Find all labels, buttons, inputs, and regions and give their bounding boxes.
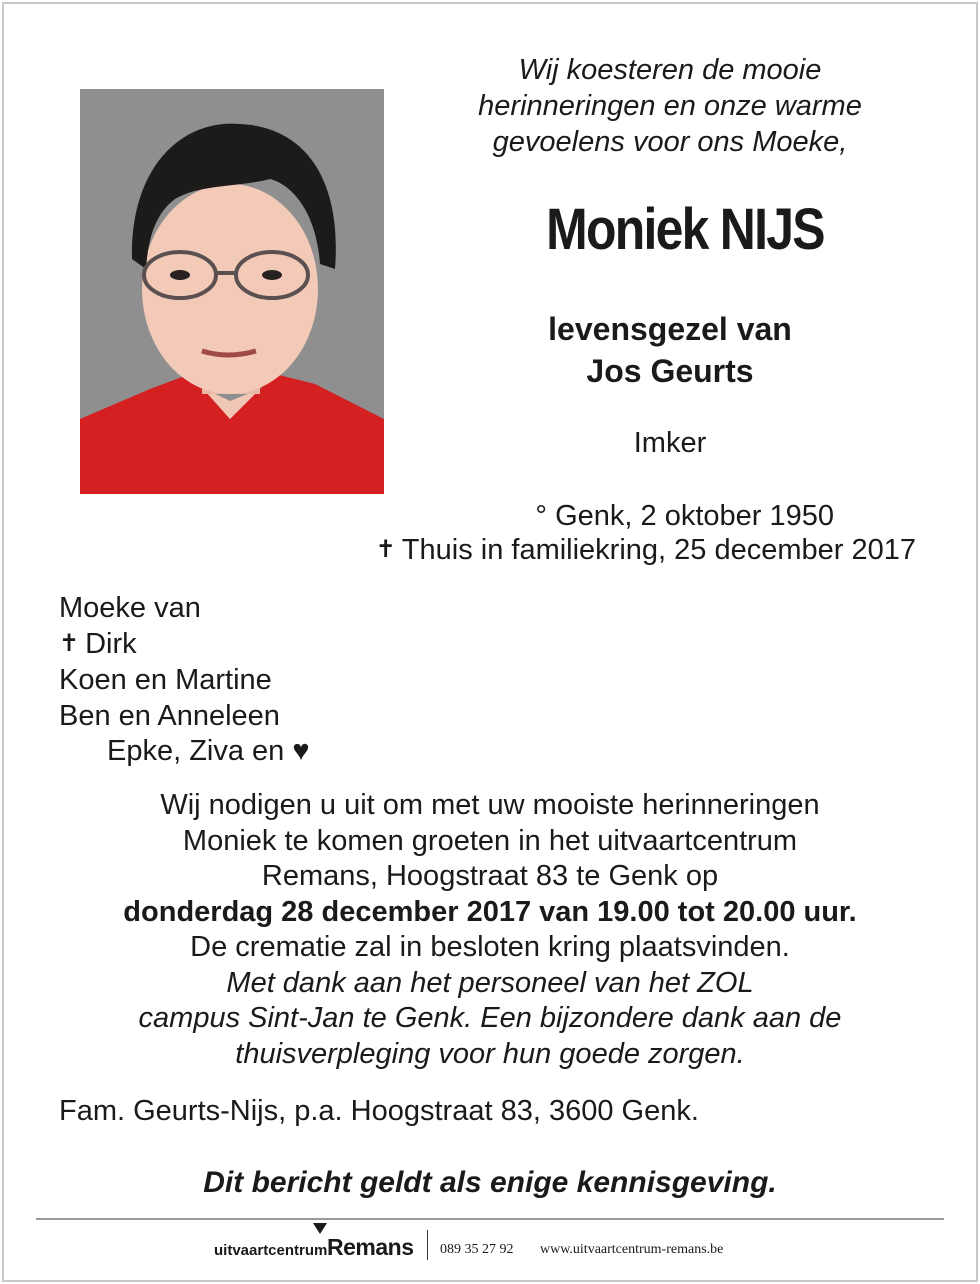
cremation-note: De crematie zal in besloten kring plaatsvinden. — [190, 931, 790, 963]
cross-icon: ✝ — [59, 629, 80, 657]
thanks-line: campus Sint-Jan te Genk. Een bijzondere dank aan de — [138, 1002, 842, 1034]
intro-text — [410, 52, 930, 160]
website-link[interactable]: www.uitvaartcentrum-remans.be — [540, 1242, 724, 1257]
family-heading: Moeke van — [59, 592, 201, 624]
death-text: Thuis in familiekring, 25 december 2017 — [401, 534, 916, 566]
family-list — [59, 591, 310, 770]
family-member-name: Dirk — [85, 627, 137, 660]
thanks-line: Met dank aan het personeel van het ZOL — [226, 966, 754, 999]
invitation-line: Moniek te komen groeten in het uitvaartcentrum — [182, 824, 798, 857]
logo-triangle-icon — [313, 1223, 327, 1234]
visitation-time: donderdag 28 december 2017 van 19.00 tot 20.00 uur. — [123, 895, 857, 928]
logo-brand-text: Remans — [327, 1234, 414, 1260]
partner-label: levensgezel van — [548, 311, 792, 347]
phone-number: 089 35 27 92 — [440, 1242, 514, 1257]
logo-small-text: uitvaartcentrum — [214, 1242, 328, 1259]
death-line — [300, 534, 916, 567]
invitation-text — [40, 788, 940, 1072]
invitation-line: Remans, Hoogstraat 83 te Genk op — [261, 860, 719, 892]
footer-divider — [36, 1218, 944, 1220]
invitation-line: Wij nodigen u uit om met uw mooiste herinneringen — [160, 789, 820, 821]
portrait-image — [80, 89, 384, 494]
partner-info — [410, 308, 930, 392]
partner-name: Jos Geurts — [586, 353, 754, 389]
cross-icon: ✝ — [375, 536, 396, 563]
birth-line: ° Genk, 2 oktober 1950 — [535, 500, 834, 532]
intro-line: Wij koesteren de mooie — [518, 54, 822, 86]
deceased-name: Moniek NIJS — [546, 197, 824, 262]
footer-separator — [427, 1230, 428, 1260]
grandchildren: Epke, Ziva en ♥ — [107, 735, 310, 767]
notice-text: Dit bericht geldt als enige kennisgeving. — [203, 1166, 777, 1199]
footer — [0, 1226, 980, 1266]
intro-line: herinneringen en onze warme — [478, 90, 862, 122]
thanks-line: thuisverpleging voor hun goede zorgen. — [235, 1037, 745, 1070]
intro-line: gevoelens voor ons Moeke, — [492, 126, 848, 158]
family-member — [59, 627, 310, 664]
family-member: Ben en Anneleen — [59, 699, 280, 732]
family-member: Koen en Martine — [59, 664, 272, 696]
occupation: Imker — [633, 427, 707, 459]
portrait-photo — [80, 89, 384, 494]
family-address: Fam. Geurts-Nijs, p.a. Hoogstraat 83, 3600 Genk. — [59, 1095, 699, 1127]
